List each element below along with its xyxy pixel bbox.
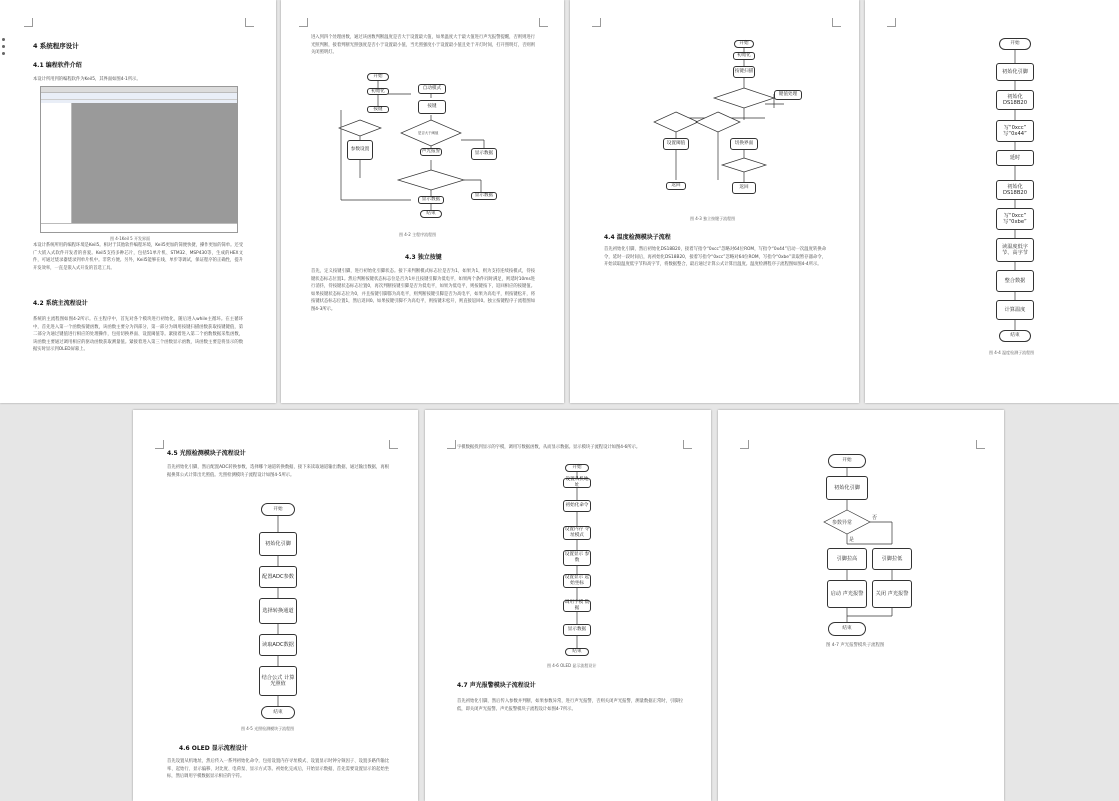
figure-caption: 图 4-5 光照检测模块子流程图 bbox=[241, 726, 295, 731]
crop-mark bbox=[245, 18, 254, 27]
paragraph: 首先初始化引脚，然后初始化DS18B20，接着写指令“0xcc”忽略对64位ROM，写指令“0x44”启动一次温度转换命令，延时一段时间后，再初始化DS18B20，接着写指令“0xcc”忽略对64位ROM，写指令“0xbe”读取暂存器命令，开始读取温度低字节和高字节，将数据整合，最后通过计算公式计算出温度。温度检测程序子流程图如图4-4所示。 bbox=[604, 247, 826, 268]
flow-node: 延时 bbox=[996, 150, 1034, 166]
flow-node: 引脚拉低 bbox=[872, 548, 912, 570]
flow-node-start: 开始 bbox=[261, 503, 295, 516]
section-heading: 4.7 声光报警模块子流程设计 bbox=[457, 682, 536, 689]
flow-node: 初始化引脚 bbox=[259, 532, 297, 556]
flow-node: 按键 bbox=[418, 100, 446, 114]
section-heading: 4 系统程序设计 bbox=[33, 42, 79, 50]
flow-node-end: 结束 bbox=[828, 622, 866, 636]
paragraph: 首先设置从机地址，然后传入一系列初始化命令，包括设置内存寻址模式、设置显示时钟分频因子、设置多路传输比率、起始行、显示偏移、对比度、电荷泵、显示方式等。初始化完成后，开始显示数据，首先需要设置显示的起始坐标，然后调用字模数据显示相应的字符。 bbox=[167, 759, 389, 780]
flow-node: 写“0xcc” 写“0xbe” bbox=[996, 208, 1034, 230]
section-heading: 4.3 独立按键 bbox=[405, 254, 442, 261]
decision-no-label: 否 bbox=[872, 515, 878, 521]
section-heading: 4.6 OLED 显示流程设计 bbox=[179, 745, 248, 752]
flow-node-end: 结束 bbox=[999, 330, 1031, 342]
flow-node-start: 开始 bbox=[565, 464, 589, 472]
flow-node: 显示数据 bbox=[418, 196, 444, 204]
flow-node: 设置显示 起始坐标 bbox=[564, 575, 590, 586]
document-page-5 bbox=[133, 410, 418, 801]
flow-node-end: 结束 bbox=[565, 648, 589, 656]
drag-handle-icon[interactable] bbox=[2, 38, 6, 59]
flow-node: 读取ADC数据 bbox=[259, 634, 297, 656]
flow-node-start: 开始 bbox=[999, 38, 1031, 50]
paragraph: 字模数据找到显示的字模，调用写数据函数，从而显示数据。显示模块子流程设计如图4-6所示。 bbox=[457, 445, 641, 450]
flow-node: 按键扫描 bbox=[733, 66, 755, 78]
figure-caption: 图 4-3 独立按键子流程图 bbox=[690, 216, 736, 221]
flow-node: 设置显示 参数 bbox=[563, 550, 591, 566]
section-heading: 4.2 系统主流程设计 bbox=[33, 300, 88, 307]
paragraph: 本设计系统所用的编程环境是Keil5。相对于其他软件编程环境，Keil5更加的简便快捷，操作更加的简单。还受广大嵌入式软件开发者的喜爱。Keil5支持多种芯片，包括51单片机、STM32、MSP430等，生成的HEX文件，可通过烧录器烧录到单片机中。非常方便。另外，Keil5能够在线、单步等调试，保证程序的正确性，提升开发效率，一直是嵌入式开发的首选工具。 bbox=[33, 243, 243, 271]
flow-node: 引脚拉高 bbox=[827, 548, 867, 570]
document-page-6 bbox=[425, 410, 711, 801]
section-heading: 4.5 光照检测模块子流程设计 bbox=[167, 450, 246, 457]
flow-node-end: 结束 bbox=[261, 706, 295, 719]
flow-node: 显示数据 bbox=[471, 148, 497, 160]
flow-node: 自动模式 bbox=[418, 84, 446, 94]
flow-node: 关闭 声光报警 bbox=[872, 580, 912, 608]
flow-node: 结合公式 计算光照值 bbox=[259, 666, 297, 696]
flow-node: 切换界面 bbox=[730, 138, 758, 150]
document-page-7 bbox=[718, 410, 1004, 801]
paragraph: 本设计所用到的编程软件为Keil5，其界面如图4-1所示。 bbox=[33, 77, 141, 82]
flow-node: 计算温度 bbox=[996, 300, 1034, 320]
flow-node: 显示数据 bbox=[471, 192, 497, 200]
section-heading: 4.4 温度检测模块子流程 bbox=[604, 234, 671, 241]
figure-caption: 图 4-6 OLED 显示流程设计 bbox=[547, 663, 597, 668]
section-heading: 4.1 编程软件介绍 bbox=[33, 62, 82, 69]
flow-node: 按键 bbox=[367, 106, 389, 113]
decision-yes-label: 是 bbox=[849, 537, 855, 543]
flow-node: 初始化命令 bbox=[563, 500, 591, 512]
figure-caption: 图 4-4 温度检测子流程图 bbox=[989, 350, 1035, 355]
document-page-2 bbox=[281, 0, 564, 403]
flow-node: 读温度低字 节、高字节 bbox=[996, 238, 1034, 262]
flow-node: 启动 声光报警 bbox=[827, 580, 867, 608]
flow-node: 写“0xcc” 写“0x44” bbox=[996, 120, 1034, 142]
flow-node-start: 开始 bbox=[367, 73, 389, 81]
crop-mark bbox=[24, 18, 33, 27]
flow-node: 返回 bbox=[732, 182, 756, 194]
figure-caption: 图 4-1Keil 5 开发界面 bbox=[110, 236, 150, 241]
flow-node: 初始化 DS18B20 bbox=[996, 180, 1034, 200]
figure-caption: 图 4-7 声光报警模块子流程图 bbox=[826, 643, 885, 648]
flow-node: 设置内存 寻址模式 bbox=[564, 527, 590, 538]
figure-caption: 图 4-2 主程序流程图 bbox=[399, 232, 437, 237]
flow-node: 设置从机地址 bbox=[563, 478, 591, 488]
flow-node: 返回 bbox=[666, 182, 686, 190]
flow-node: 初始化引脚 bbox=[826, 476, 868, 500]
flow-node: 初始化 bbox=[367, 88, 389, 95]
flow-node-start: 开始 bbox=[828, 454, 866, 468]
flow-node: 整合数据 bbox=[996, 270, 1034, 292]
flow-node: 参数设置 bbox=[347, 140, 373, 160]
paragraph: 首先初始化引脚，然后传入参数并判断，如果参数异常，进行声光报警，否则关闭声光报警，测量数据正常时，引脚拉低，即关闭声光报警。声光报警模块子流程设计如图4-7所示。 bbox=[457, 699, 683, 712]
document-page-3 bbox=[570, 0, 859, 403]
key-flowchart-lines bbox=[570, 0, 859, 403]
document-page-4 bbox=[865, 0, 1119, 403]
flow-node: 配置ADC参数 bbox=[259, 566, 297, 588]
temp-flowchart-lines bbox=[865, 0, 1119, 403]
decision-label: 是否大于阈值 bbox=[418, 131, 439, 135]
paragraph: 进入到四个处理函数，通过该函数判断温度是否大于设置最大值，如果温度大于最大值进行声光报警提醒，否则则进行光照判断，接着判断光照强度是否小于设置最小值，当光照强度小于设置最小值且处于开灯时间，打开照明灯，否则则关闭照明灯。 bbox=[311, 35, 535, 56]
flow-node: 调用字模 数据 bbox=[564, 600, 590, 611]
flow-node: 设置阈值 bbox=[663, 138, 689, 150]
flow-node: 初始化 DS18B20 bbox=[996, 90, 1034, 110]
flow-node-start: 开始 bbox=[734, 40, 754, 48]
flow-node: 初始化引脚 bbox=[996, 63, 1034, 81]
flow-node-end: 结束 bbox=[420, 210, 442, 218]
paragraph: 系统的主流程图如图4-2所示。在主程序中，首先对各个模块进行初始化，随后进入while主循环。在主循环中，首先进入第一个函数按键函数，该函数主要分为四部分，第一部分为调用按键扫描函数获取按键键值，第二部分为通过键值进行相应的处理操作，包括切换界面、设置阈值等。紧接着进入第二个函数数据采集函数，该函数主要通过调用相应的驱动函数获取测量值。紧接着进入第三个函数显示函数，该函数主要是将显示的数据实时显示到OLED屏幕上。 bbox=[33, 317, 243, 353]
document-page-1 bbox=[0, 0, 276, 403]
keil-ide-screenshot bbox=[40, 86, 238, 233]
paragraph: 首先初始化引脚，然后配置ADC转换参数，选择哪个通道转换数据，接下来读取通道输出数据，通过输出数据，再根据换算公式计算出光照值。光照检测模块子流程设计如图4-5所示。 bbox=[167, 465, 389, 478]
flow-node: 声光报警 bbox=[421, 149, 441, 154]
flow-node: 键值处理 bbox=[774, 90, 802, 100]
paragraph: 首先，定义按键引脚，进行初始化引脚状态。接下来判断模式标志位是否为1，如果为1，则为支持连续按模式，待按键状态标志位置1。然后判断按键状态标志位是否为1并且按键引脚为低电平，如果两个条件同时满足，则延时10ms进行消抖，待按键状态标志位置0，再次判断按键引脚是否为低电平，如果为低电平，则按键按下，返回相应的按键值。如果按键状态标志位为0，并且按键引脚都为高电平，则判断按键引脚是否为高电平，如果为高电平，则按键松开，将按键状态标志位置1，然后返回0。如果按键引脚不为高电平，则按键未松开，则直接返回0。独立按键程序子流程图如图4-3所示。 bbox=[311, 269, 535, 312]
flow-node: 显示数据 bbox=[563, 624, 591, 636]
decision-label: 参数异常 bbox=[832, 520, 853, 526]
flow-node: 选择转换通道 bbox=[259, 598, 297, 624]
flow-node: 初始化 bbox=[733, 52, 755, 60]
